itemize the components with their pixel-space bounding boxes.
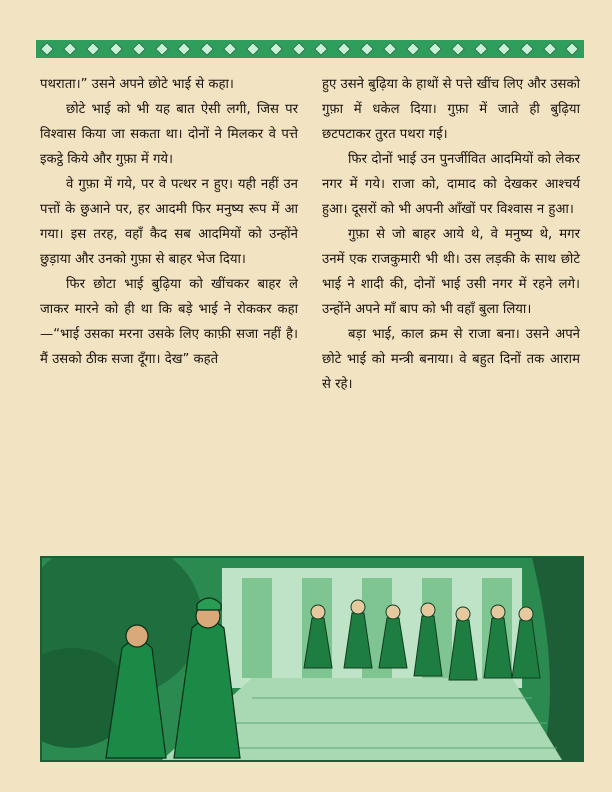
ornament-icon (383, 42, 397, 56)
ornament-icon (246, 42, 260, 56)
ornament-icon (406, 42, 420, 56)
ornament-icon (177, 42, 191, 56)
ornament-icon (200, 42, 214, 56)
left-column (40, 72, 298, 542)
paragraph: फिर छोटा भाई बुढ़िया को खींचकर बाहर ले जाकर मारने को ही था कि बड़े भाई ने रोककर कहा—“भाई उसका मरना उसके लिए काफ़ी सजा नहीं है। मैं उसको ठीक सजा दूँगा। देख” कहते (40, 277, 298, 367)
paragraph: हुए उसने बुढ़िया के हाथों से पत्ते खींच लिए और उसको गुफ़ा में धकेल दिया। गुफ़ा में जाते ही बुढ़िया छटपटाकर तुरत पथरा गई। (322, 77, 580, 142)
right-column (322, 72, 580, 542)
court-scene-illustration (42, 558, 582, 760)
paragraph: वे गुफ़ा में गये, पर वे पत्थर न हुए। यही नहीं उन पत्तों के छुआने पर, हर आदमी फिर मनुष्य रूप में आ गया। इस तरह, वहाँ कैद सब आदमियों को उन्होंने छुड़ाया और उनको गुफ़ा से बाहर भेज दिया। (40, 177, 298, 267)
ornament-icon (497, 42, 511, 56)
ornament-icon (543, 42, 557, 56)
ornament-icon (63, 42, 77, 56)
ornament-icon (269, 42, 283, 56)
decorative-border (36, 40, 584, 58)
ornament-icon (40, 42, 54, 56)
ornament-icon (451, 42, 465, 56)
ornament-icon (86, 42, 100, 56)
ornament-icon (337, 42, 351, 56)
paragraph: पथराता।” उसने अपने छोटे भाई से कहा। (40, 77, 234, 92)
ornament-icon (474, 42, 488, 56)
ornament-icon (154, 42, 168, 56)
ornament-icon (428, 42, 442, 56)
story-illustration (40, 556, 584, 762)
ornament-icon (109, 42, 123, 56)
ornament-icon (314, 42, 328, 56)
paragraph: फिर दोनों भाई उन पुनर्जीवित आदमियों को लेकर नगर में गये। राजा को, दामाद को देखकर आश्चर्य हुआ। दूसरों को भी अपनी आँखों पर विश्वास न हुआ। (322, 152, 580, 217)
ornament-icon (360, 42, 374, 56)
paragraph: गुफ़ा से जो बाहर आये थे, वे मनुष्य थे, मगर उनमें एक राजकुमारी भी थी। उस लड़की के साथ छोटे भाई ने शादी की, दोनों भाई उसी नगर में रहने लगे। उन्होंने अपने माँ बाप को भी वहाँ बुला लिया। (322, 227, 580, 317)
ornament-icon (520, 42, 534, 56)
ornament-icon (565, 42, 579, 56)
text-columns (40, 72, 580, 542)
paragraph: बड़ा भाई, काल क्रम से राजा बना। उसने अपने छोटे भाई को मन्त्री बनाया। वे बहुत दिनों तक आराम से रहे। (322, 327, 580, 392)
paragraph: छोटे भाई को भी यह बात ऐसी लगी, जिस पर विश्वास किया जा सकता था। दोनों ने मिलकर वे पत्ते इकट्ठे किये और गुफ़ा में गये। (40, 102, 298, 167)
ornament-icon (132, 42, 146, 56)
ornament-icon (291, 42, 305, 56)
ornament-icon (223, 42, 237, 56)
